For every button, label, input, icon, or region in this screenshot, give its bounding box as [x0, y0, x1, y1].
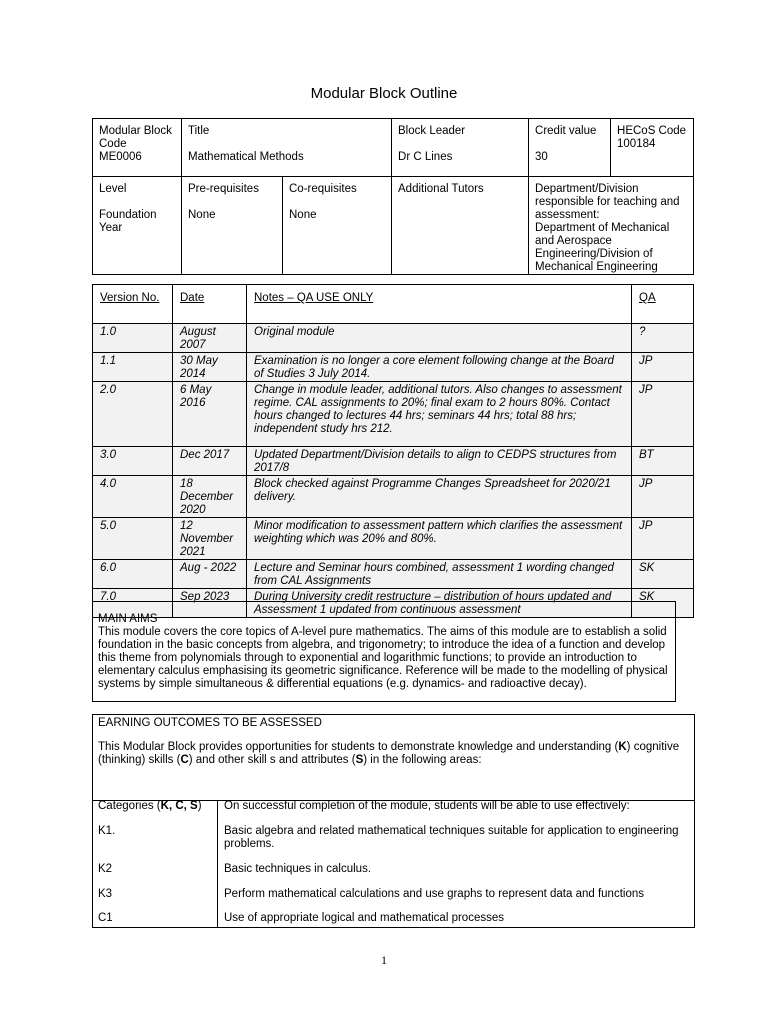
- title-value: Mathematical Methods: [188, 151, 304, 163]
- notes-cell: Examination is no longer a core element following change at the Board of Studies 3 July 2014.: [247, 353, 632, 382]
- date-cell: Sep 2023: [173, 589, 247, 618]
- date-cell: 12 November 2021: [173, 518, 247, 560]
- header-qa: QA: [639, 292, 656, 304]
- date-cell: August 2007: [173, 324, 247, 353]
- notes-cell: Updated Department/Division details to align to CEDPS structures from 2017/8: [247, 447, 632, 476]
- date-cell: 30 May 2014: [173, 353, 247, 382]
- qa-cell: BT: [632, 447, 694, 476]
- outcome-code: K1.: [98, 825, 116, 837]
- tutors-cell: [392, 177, 529, 275]
- table-row: [93, 518, 694, 560]
- department-cell: [529, 177, 694, 275]
- department-value: Department of Mechanical and Aerospace Engineering/Division of Mechanical Engineering: [535, 222, 670, 273]
- version-cell: 3.0: [93, 447, 173, 476]
- outcome-text: Basic algebra and related mathematical techniques suitable for application to engineering problems.: [224, 825, 679, 850]
- categories-label: Categories (K, C, S): [98, 800, 202, 812]
- credit-value: 30: [535, 151, 548, 163]
- leader-value: Dr C Lines: [398, 151, 453, 163]
- credit-label: Credit value: [535, 125, 597, 137]
- date-cell: 18 December 2020: [173, 476, 247, 518]
- completion-text: On successful completion of the module, students will be able to use effectively:: [224, 800, 630, 812]
- level-value: Foundation Year: [99, 209, 157, 234]
- prereq-value: None: [188, 209, 216, 221]
- code-cell: [93, 119, 182, 177]
- leader-label: Block Leader: [398, 125, 466, 137]
- version-cell: 1.1: [93, 353, 173, 382]
- main-aims-heading: MAIN AIMS: [98, 613, 158, 625]
- hecos-cell: [611, 119, 694, 177]
- version-cell: 7.0: [93, 589, 173, 618]
- coreq-label: Co-requisites: [289, 183, 357, 195]
- outcome-text: Basic techniques in calculus.: [224, 863, 372, 875]
- coreq-value: None: [289, 209, 317, 221]
- block-info-table: [92, 118, 694, 275]
- outcome-code: K3: [98, 888, 113, 900]
- notes-cell: Change in module leader, additional tutors. Also changes to assessment regime. CAL assignments to 20%; final exam to 2 hours 80%. Contact hours changed to lectures 44 hrs; seminars 44 hrs; total 88 hrs; independent study hrs 212.: [247, 382, 632, 447]
- main-aims-text: This module covers the core topics of A-level pure mathematics. The aims of this module are to establish a solid foundation in the basic concepts from algebra, and trigonometry; to introduce the idea of a function and develop this theme from polynomials through to exponential and logarithmic functions; to provide an introduction to elementary calculus emphasising its geometric significance. Reference will be made to the modelling of physical systems by simple simultaneous & differential equations (e.g. dynamics- and radioactive decay).: [98, 626, 668, 690]
- outcome-code: C1: [98, 912, 113, 924]
- version-cell: 2.0: [93, 382, 173, 447]
- leader-cell: [392, 119, 529, 177]
- code-value: ME0006: [99, 151, 142, 163]
- qa-cell: SK: [632, 560, 694, 589]
- notes-cell: Original module: [247, 324, 632, 353]
- page-number: 1: [381, 953, 387, 967]
- table-row: [93, 560, 694, 589]
- date-cell: Aug - 2022: [173, 560, 247, 589]
- outcome-code: K2: [98, 863, 113, 875]
- header-version: Version No.: [100, 292, 160, 304]
- credit-cell: [529, 119, 611, 177]
- qa-cell: JP: [632, 382, 694, 447]
- hecos-label: HECoS Code: [617, 125, 687, 137]
- qa-cell: JP: [632, 476, 694, 518]
- prereq-label: Pre-requisites: [188, 183, 259, 195]
- notes-cell: Lecture and Seminar hours combined, assessment 1 wording changed from CAL Assignments: [247, 560, 632, 589]
- table-row: [93, 353, 694, 382]
- outcomes-column-divider: [217, 800, 218, 927]
- table-row: [93, 447, 694, 476]
- learning-outcomes-intro: This Modular Block provides opportunities for students to demonstrate knowledge and understanding (K) cognitive (thinking) skills (C) and other skill s and attributes (S) in the following areas:: [98, 741, 680, 766]
- title-label: Title: [188, 125, 210, 137]
- learning-outcomes-heading: EARNING OUTCOMES TO BE ASSESSED: [98, 717, 322, 729]
- qa-cell: SK: [632, 589, 694, 618]
- tutors-label: Additional Tutors: [398, 183, 484, 195]
- level-cell: [93, 177, 182, 275]
- qa-cell: ?: [632, 324, 694, 353]
- page-title: Modular Block Outline: [310, 85, 458, 102]
- table-row: [93, 382, 694, 447]
- table-row: [93, 324, 694, 353]
- version-cell: 1.0: [93, 324, 173, 353]
- table-row: [93, 476, 694, 518]
- header-notes: Notes – QA USE ONLY: [254, 292, 374, 304]
- version-cell: 4.0: [93, 476, 173, 518]
- header-date: Date: [180, 292, 205, 304]
- prereq-cell: [182, 177, 283, 275]
- version-table-header: [93, 285, 694, 324]
- version-cell: 5.0: [93, 518, 173, 560]
- hecos-value: 100184: [617, 138, 656, 150]
- date-cell: 6 May 2016: [173, 382, 247, 447]
- level-label: Level: [99, 183, 127, 195]
- title-cell: [182, 119, 392, 177]
- department-label: Department/Division responsible for teaching and assessment:: [535, 183, 680, 221]
- outcome-text: Use of appropriate logical and mathematical processes: [224, 912, 504, 924]
- main-aims-box: [92, 601, 676, 702]
- date-cell: Dec 2017: [173, 447, 247, 476]
- notes-cell: Block checked against Programme Changes Spreadsheet for 2020/21 delivery.: [247, 476, 632, 518]
- qa-cell: JP: [632, 518, 694, 560]
- code-label: Modular Block Code: [99, 125, 172, 150]
- outcome-text: Perform mathematical calculations and use graphs to represent data and functions: [224, 888, 644, 900]
- version-table: [92, 284, 694, 618]
- learning-outcomes-box: [92, 714, 695, 928]
- version-cell: 6.0: [93, 560, 173, 589]
- qa-cell: JP: [632, 353, 694, 382]
- notes-cell: During University credit restructure – distribution of hours updated and Assessment 1 updated from continuous assessment: [247, 589, 632, 618]
- coreq-cell: [283, 177, 392, 275]
- notes-cell: Minor modification to assessment pattern which clarifies the assessment weighting which was 20% and 80%.: [247, 518, 632, 560]
